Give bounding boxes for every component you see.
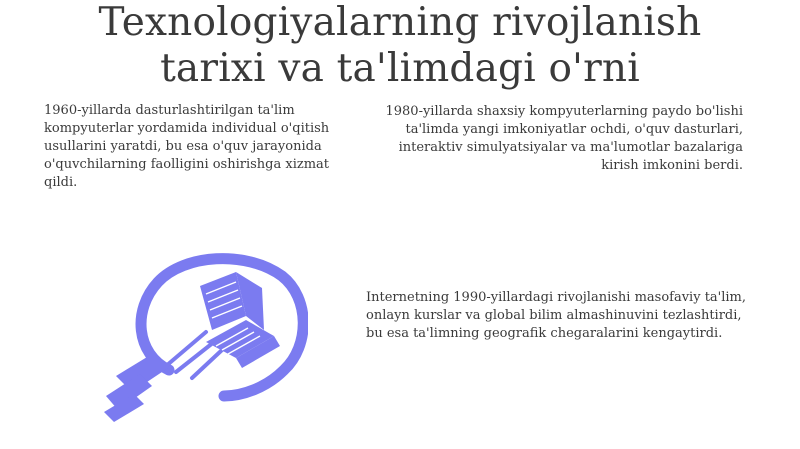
paragraph-1980s: 1980-yillarda shaxsiy kompyuterlarning paydo bo'lishi ta'limda yangi imkoniyatlar ochdi, o'quv dasturlari, interaktiv simulyatsiyalar va ma'lumotlar bazalariga kirish imkonini berdi. (385, 104, 743, 173)
paragraph-1990s: Internetning 1990-yillardagi rivojlanishi masofaviy ta'lim, onlayn kurslar va global bilim almashinuvini tezlashtirdi, bu esa ta'limning geografik chegaralarini kengaytirdi. (366, 290, 747, 341)
paragraph-1960s: 1960-yillarda dasturlashtirilgan ta'lim kompyuterlar yordamida individual o'qitish usullarini yaratdi, bu esa o'quv jarayonida o'quvchilarning faolligini oshirishga xizmat qildi. (44, 103, 330, 190)
title-line-2: tarixi va ta'limdagi o'rni (160, 46, 640, 91)
title-line-1: Texnologiyalarning rivojlanish (98, 0, 702, 45)
page-title (0, 0, 800, 92)
lightbulb-with-book-icon (96, 246, 308, 424)
